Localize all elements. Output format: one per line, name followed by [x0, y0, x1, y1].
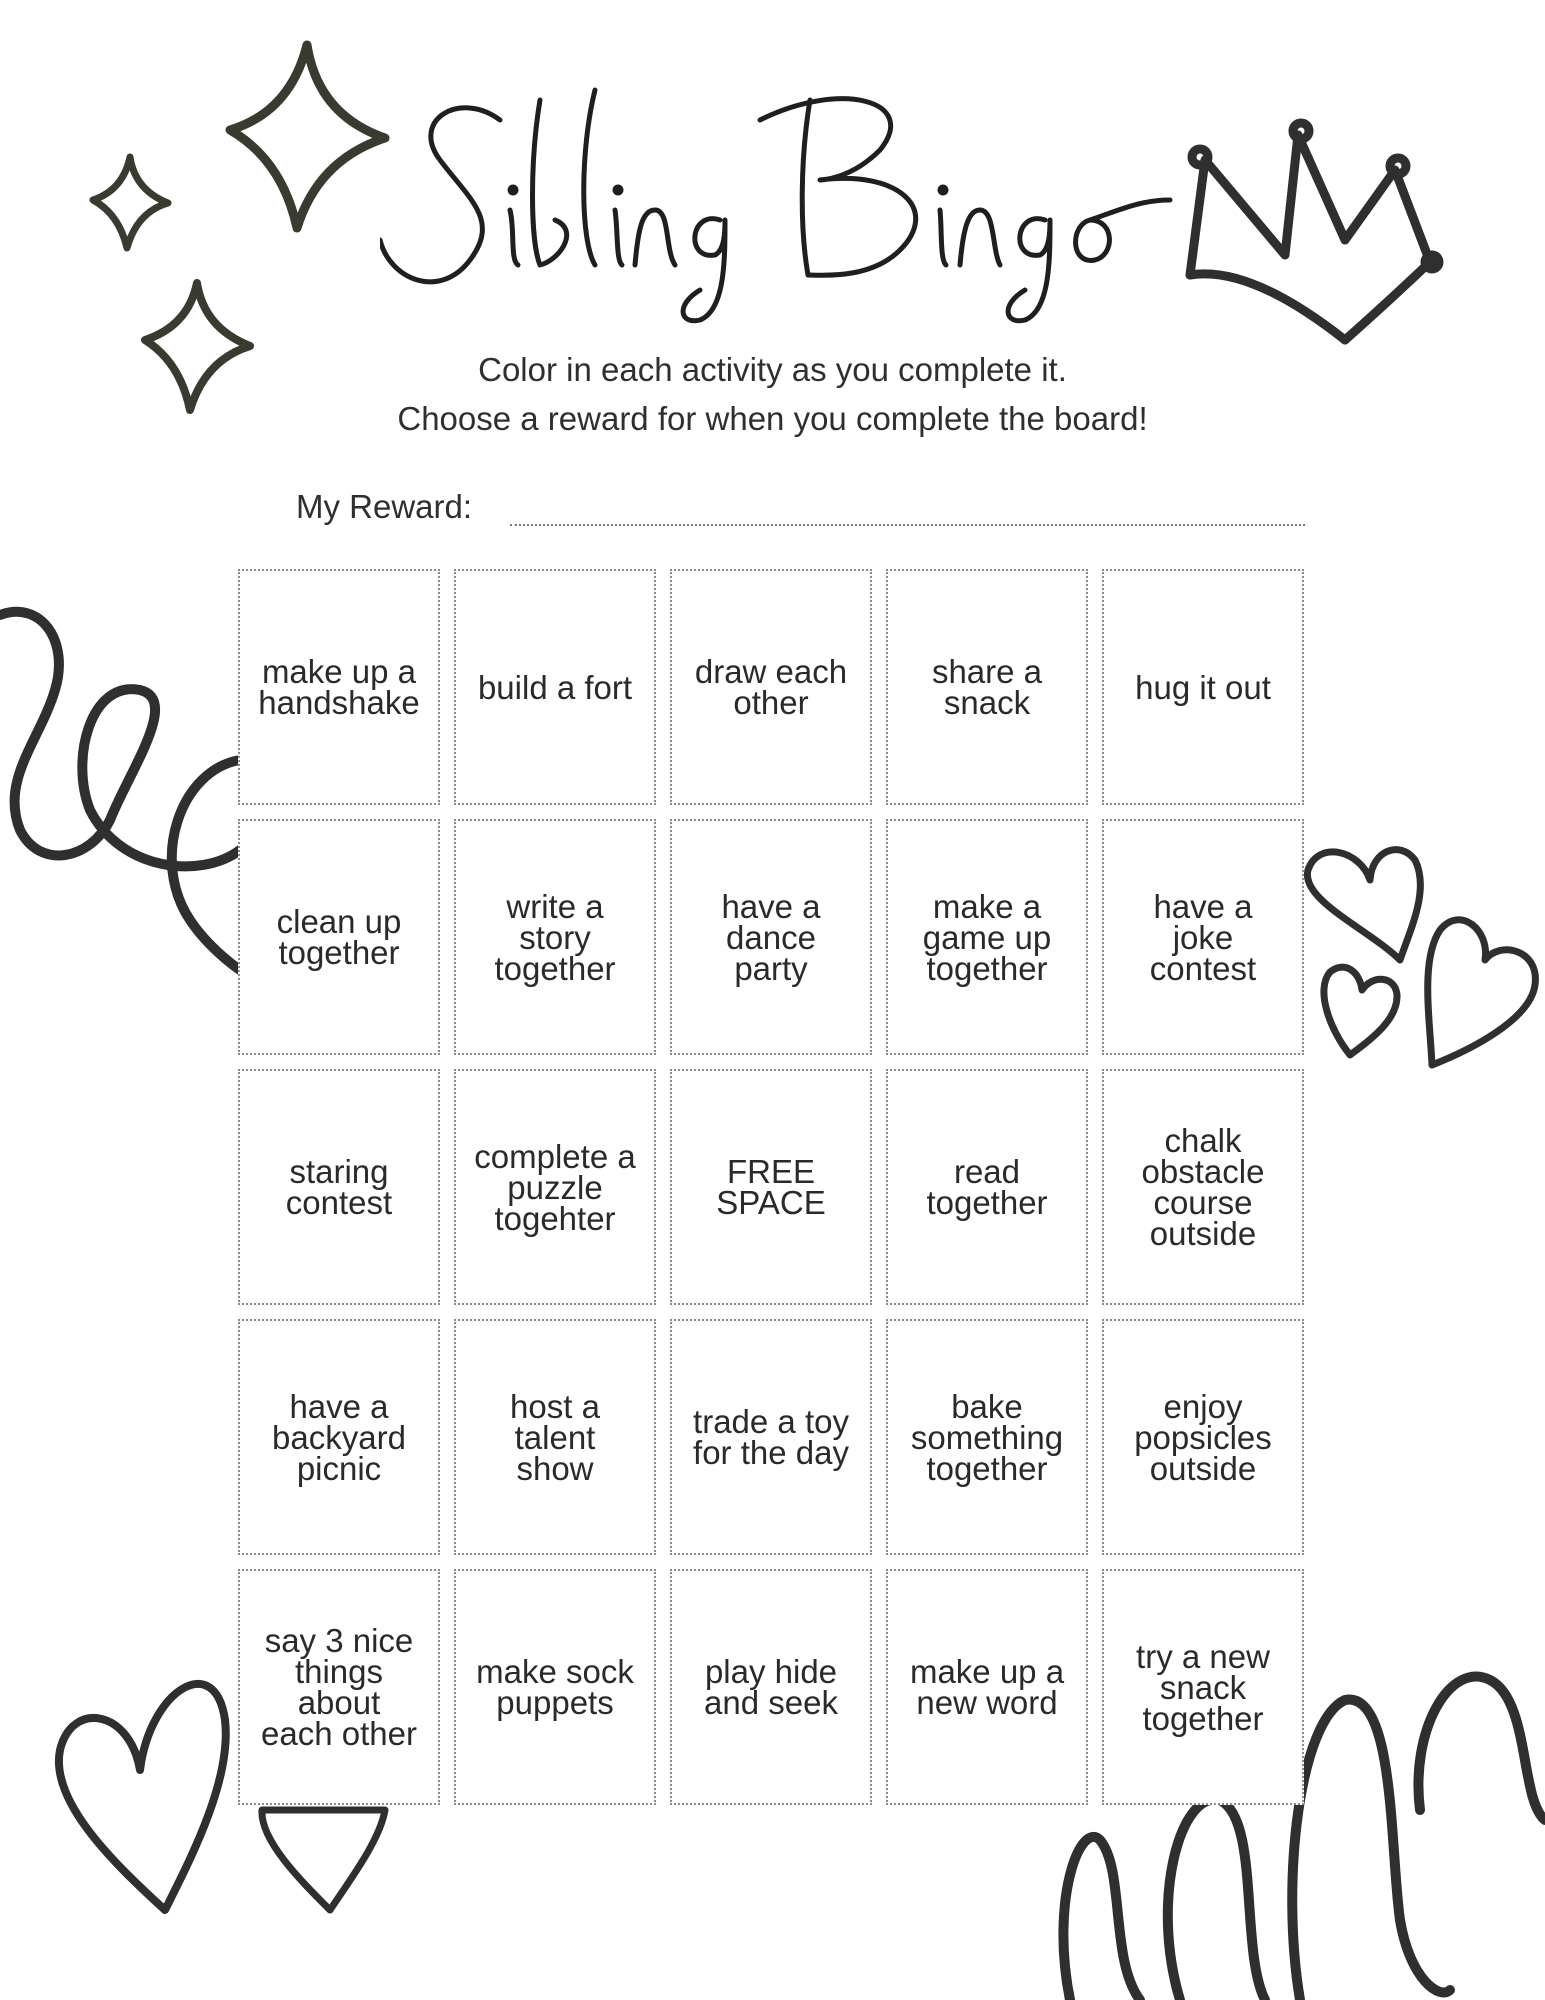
bingo-cell-label: read together	[926, 1153, 1048, 1221]
bingo-cell[interactable]	[886, 569, 1088, 805]
bingo-cell[interactable]	[1102, 819, 1304, 1055]
sparkle-icon	[230, 45, 385, 228]
bingo-cell[interactable]	[238, 1069, 440, 1305]
bingo-cell[interactable]	[886, 1069, 1088, 1305]
bingo-cell[interactable]	[670, 569, 872, 805]
bingo-board	[238, 569, 1308, 1805]
bingo-cell[interactable]	[670, 1319, 872, 1555]
bingo-cell-label: make sock puppets	[476, 1653, 634, 1721]
crown-icon	[1190, 123, 1439, 340]
bingo-cell-label: complete a puzzle togehter	[474, 1137, 636, 1237]
bingo-cell-label: bake something together	[910, 1387, 1064, 1487]
bingo-cell-label: draw each other	[694, 653, 848, 721]
bingo-cell-label: make up a handshake	[258, 653, 420, 721]
bingo-cell-label: build a fort	[477, 668, 633, 706]
bingo-cell-label: staring contest	[285, 1153, 393, 1221]
bingo-cell-label: try a new snack together	[1136, 1637, 1270, 1737]
bingo-cell-label: hug it out	[1135, 668, 1271, 706]
bingo-cell[interactable]	[454, 1569, 656, 1805]
bingo-cell[interactable]	[454, 1069, 656, 1305]
instructions-line-2: Choose a reward for when you complete the board!	[397, 400, 1148, 437]
sparkle-icon	[93, 157, 168, 248]
bingo-cell-label: have a dance party	[721, 887, 821, 987]
bingo-cell-label: host a talent show	[510, 1387, 600, 1487]
bingo-cell[interactable]	[1102, 1569, 1304, 1805]
bingo-cell[interactable]	[886, 1569, 1088, 1805]
bingo-cell-label: play hide and seek	[704, 1653, 838, 1721]
reward-label: My Reward:	[296, 488, 473, 525]
bingo-cell-label: say 3 nice things about each other	[261, 1622, 417, 1752]
instructions-line-1: Color in each activity as you complete it.	[478, 351, 1067, 388]
bingo-cell[interactable]	[454, 569, 656, 805]
heart-icon	[1324, 967, 1397, 1055]
bingo-free-space[interactable]	[670, 1069, 872, 1305]
bingo-cell[interactable]	[238, 1319, 440, 1555]
heart-icon	[59, 1684, 226, 1910]
bingo-cell-label: make up a new word	[909, 1653, 1065, 1721]
bingo-cell-label: share a snack	[931, 653, 1043, 721]
bingo-cell-label: FREE SPACE	[716, 1153, 826, 1221]
bingo-cell-label: clean up together	[276, 903, 402, 971]
bingo-cell[interactable]	[1102, 569, 1304, 805]
bingo-cell-label: have a joke contest	[1149, 887, 1257, 987]
bingo-cell[interactable]	[238, 569, 440, 805]
bingo-cell-label: chalk obstacle course outside	[1141, 1122, 1265, 1252]
bingo-cell[interactable]	[454, 1319, 656, 1555]
bingo-cell[interactable]	[886, 1319, 1088, 1555]
page-title	[380, 60, 1180, 340]
bingo-cell-label: make a game up together	[922, 887, 1052, 987]
heart-icon	[1428, 920, 1536, 1065]
bingo-cell[interactable]	[670, 819, 872, 1055]
reward-field[interactable]	[510, 524, 1305, 526]
bingo-cell[interactable]	[454, 819, 656, 1055]
heart-icon	[1307, 850, 1420, 960]
heart-icon	[262, 1810, 385, 1910]
bingo-cell-label: trade a toy for the day	[693, 1403, 849, 1471]
bingo-cell-label: have a backyard picnic	[272, 1387, 406, 1487]
bingo-cell[interactable]	[886, 819, 1088, 1055]
bingo-cell[interactable]	[238, 1569, 440, 1805]
swirl-icon	[0, 612, 240, 970]
bingo-cell-label: write a story together	[494, 887, 616, 987]
bingo-cell-label: enjoy popsicles outside	[1134, 1387, 1272, 1487]
bingo-cell[interactable]	[1102, 1319, 1304, 1555]
bingo-cell[interactable]	[238, 819, 440, 1055]
bingo-cell[interactable]	[1102, 1069, 1304, 1305]
bingo-cell[interactable]	[670, 1569, 872, 1805]
sparkle-icon	[145, 283, 250, 410]
